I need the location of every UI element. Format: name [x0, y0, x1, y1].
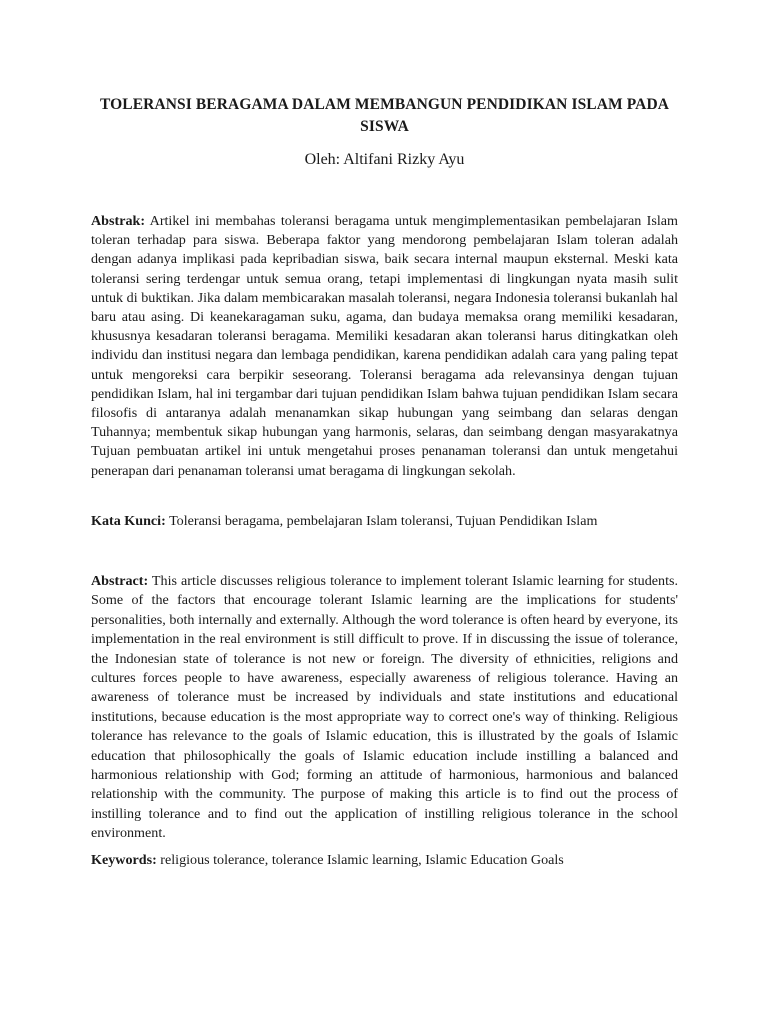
abstract-label: Abstract: — [91, 573, 149, 589]
keywords-line — [91, 850, 678, 870]
abstrak-text: Artikel ini membahas toleransi beragama untuk mengimplementasikan pembelajaran Islam toleran terhadap para siswa. Beberapa faktor yang mendorong pembelajaran Islam toleran adalah dengan adanya implikasi pada kepribadian siswa, baik secara internal maupun eksternal. Meski kata toleransi sering terdengar untuk semua orang, tetapi implementasi di lingkungan nyata masih sulit untuk di buktikan. Jika dalam membicarakan masalah toleransi, negara Indonesia toleransi bukanlah hal baru atau asing. Di keanekaragaman suku, agama, dan budaya memaksa orang memiliki kesadaran, khususnya kesadaran toleransi beragama. Memiliki kesadaran akan toleransi harus ditingkatkan oleh individu dan institusi negara dan lembaga pendidikan, karena pendidikan adalah cara yang paling tepat untuk mengoreksi cara berpikir seseorang. Toleransi beragama ada relevansinya dengan tujuan pendidikan Islam, hal ini tergambar dari tujuan pendidikan Islam bahwa tujuan pendidikan Islam secara filosofis di antaranya adalah menanamkan sikap hubungan yang seimbang dan selaras dengan Tuhannya; membentuk sikap hubungan yang harmonis, selaras, dan seimbang dengan masyarakatnya Tujuan pembuatan artikel ini untuk mengetahui proses penanaman toleransi dan untuk mengetahui penerapan dari penanaman toleransi umat beragama di lingkungan sekolah. — [91, 213, 678, 479]
abstract-paragraph — [91, 572, 678, 844]
paper-title: TOLERANSI BERAGAMA DALAM MEMBANGUN PENDIDIKAN ISLAM PADA SISWA — [99, 96, 670, 135]
abstract-text: This article discusses religious tolerance to implement tolerant Islamic learning for students. Some of the factors that encourage tolerant Islamic learning are the implications for students' personalities, both internally and externally. Although the word tolerance is often heard by everyone, its implementation in the real environment is still difficult to prove. If in discussing the issue of tolerance, the Indonesian state of tolerance is not new or foreign. The diversity of ethnicities, religions and cultures forces people to have awareness, especially awareness of religious tolerance. Having an awareness of tolerance must be increased by individuals and state institutions and educational institutions, because education is the most appropriate way to correct one's way of thinking. Religious tolerance has relevance to the goals of Islamic education, this is illustrated by the goals of Islamic education that philosophically the goals of Islamic education include instilling a balanced and harmonious relationship with God; forming an attitude of harmonious, harmonious and balanced relationship with the community. The purpose of making this article is to find out the process of instilling tolerance and to find out the application of instilling religious tolerance in the school environment. — [91, 573, 678, 842]
author-line: Oleh: Altifani Rizky Ayu — [304, 151, 465, 168]
abstrak-paragraph — [91, 212, 678, 481]
kata-kunci-line — [91, 511, 678, 531]
keywords-text: religious tolerance, tolerance Islamic learning, Islamic Education Goals — [160, 852, 564, 868]
abstrak-label: Abstrak: — [91, 213, 146, 229]
keywords-label: Keywords: — [91, 852, 157, 868]
kata-kunci-text: Toleransi beragama, pembelajaran Islam toleransi, Tujuan Pendidikan Islam — [169, 513, 598, 529]
kata-kunci-label: Kata Kunci: — [91, 513, 166, 529]
